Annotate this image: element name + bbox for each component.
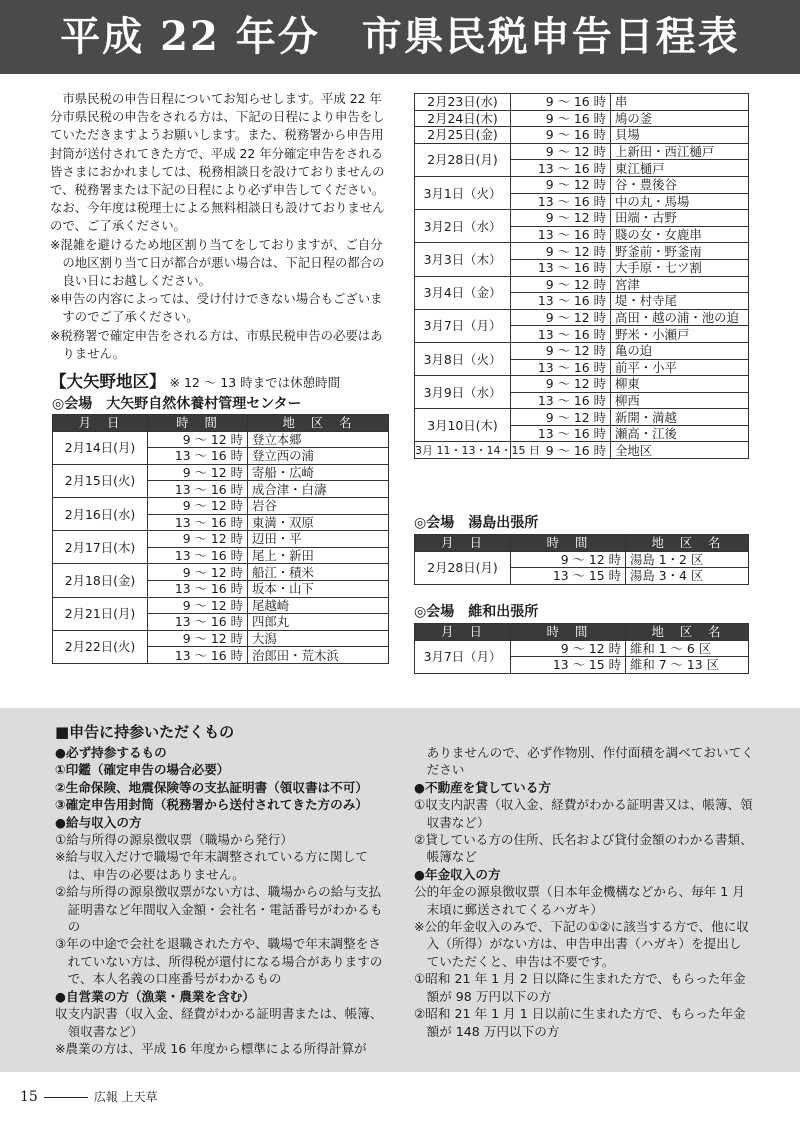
schedule-table-continued bbox=[414, 93, 749, 459]
time-cell: 9 ～ 12 時 bbox=[511, 342, 611, 359]
list-item: ※農業の方は、平成 16 年度から標準による所得計算が bbox=[55, 1040, 367, 1056]
intro-paragraph: 市県民税の申告日程についてお知らせします。平成 22 年分市県民税の申告をされる方は、下記の日程により申告をしていただきますようお願いします。また、税務署から申告用封筒が送付されてきた方で、平成 22 年分確定申告をされる皆さまにおかれましては、税務相談日を設けておりませんので、税務署または下記の日程により必ず申告してください。なお、今年度は税理士による無料相談日も設けておりませんので、ご了承ください。 bbox=[50, 91, 385, 234]
header-area: 地 区 名 bbox=[626, 535, 749, 552]
area-cell: 上新田・西江樋戸 bbox=[611, 143, 749, 160]
time-cell: 9 ～ 12 時 bbox=[148, 531, 248, 548]
page-title: 平成 22 年分 市県民税申告日程表 bbox=[60, 13, 740, 60]
list-item: ②生命保険、地震保険等の支払証明書（領収書は不可） bbox=[55, 779, 368, 795]
time-cell: 13 ～ 16 時 bbox=[148, 647, 248, 664]
list-item: 収支内訳書（収入金、経費がわかる証明書または、帳簿、領収書など） bbox=[55, 1006, 383, 1039]
time-cell: 9 ～ 12 時 bbox=[148, 497, 248, 514]
time-cell: 13 ～ 15 時 bbox=[511, 568, 626, 585]
time-cell: 9 ～ 12 時 bbox=[148, 564, 248, 581]
list-item: ありませんので、必ず作物別、作付面積を調べておいてください bbox=[426, 745, 754, 778]
intro-note: ※混雑を避けるため地区割り当てをしておりますが、ご自分の地区割り当て日が都合が悪い場合は、下記日程の都合の良い日にお越しください。 bbox=[50, 236, 385, 289]
date-cell: 3月7日（月） bbox=[415, 309, 511, 342]
table-row bbox=[53, 564, 389, 581]
section-heading: ■申告に持参いただくもの bbox=[55, 723, 235, 741]
list-item: ①収支内訳書（収入金、経費がわかる証明書又は、帳簿、領収書など） bbox=[414, 797, 753, 830]
area-cell: 尾越崎 bbox=[248, 597, 389, 614]
list-item: ③確定申告用封筒（税務署から送付されてきた方のみ） bbox=[55, 797, 368, 813]
yushima-venue: ◎会場 湯島出張所 bbox=[414, 515, 539, 531]
break-note: ※ 12 ～ 13 時までは休憩時間 bbox=[169, 375, 341, 390]
time-cell: 9 ～ 12 時 bbox=[511, 551, 626, 568]
area-cell: 船江・積米 bbox=[248, 564, 389, 581]
time-cell: 13 ～ 16 時 bbox=[511, 359, 611, 376]
area-cell: 四郎丸 bbox=[248, 614, 389, 631]
date-cell: 3月7日（月） bbox=[415, 640, 511, 673]
area-cell: 湯島 1・2 区 bbox=[626, 551, 749, 568]
list-item: ●不動産を貸している方 bbox=[414, 779, 551, 795]
magazine-name: 広報 上天草 bbox=[93, 1090, 158, 1104]
table-row bbox=[415, 640, 749, 657]
area-cell: 串 bbox=[611, 94, 749, 111]
area-cell: 田端・古野 bbox=[611, 210, 749, 227]
table-row bbox=[415, 442, 749, 459]
list-item: ●必ず持参するもの bbox=[55, 745, 167, 760]
table-row bbox=[415, 94, 749, 111]
header-date: 月 日 bbox=[415, 624, 511, 641]
area-cell: 柳西 bbox=[611, 392, 749, 409]
time-cell: 13 ～ 16 時 bbox=[511, 425, 611, 442]
oyano-schedule-table bbox=[52, 414, 389, 664]
table-row bbox=[53, 431, 389, 448]
table-row bbox=[53, 497, 389, 514]
time-cell: 13 ～ 16 時 bbox=[511, 226, 611, 243]
date-cell: 2月21日(月) bbox=[53, 597, 148, 630]
time-cell: 9 ～ 12 時 bbox=[511, 143, 611, 160]
time-cell: 13 ～ 16 時 bbox=[148, 448, 248, 465]
area-cell: 登立西の浦 bbox=[248, 448, 389, 465]
time-cell: 9 ～ 16 時 bbox=[511, 110, 611, 127]
table-row bbox=[415, 551, 749, 568]
date-cell: 2月28日(月) bbox=[415, 551, 511, 584]
footer-rule bbox=[44, 1097, 88, 1098]
table-row bbox=[415, 176, 749, 193]
time-cell: 13 ～ 16 時 bbox=[511, 392, 611, 409]
list-item: ①給与所得の源泉徴収票（職場から発行） bbox=[55, 832, 293, 848]
area-cell: 尾上・新田 bbox=[248, 547, 389, 564]
time-cell: 9 ～ 12 時 bbox=[148, 630, 248, 647]
table-row bbox=[53, 630, 389, 647]
time-cell: 9 ～ 12 時 bbox=[511, 376, 611, 393]
list-item: ②貸している方の住所、氏名および貸付金額のわかる書類、帳簿など bbox=[414, 832, 753, 865]
bring-list-left bbox=[55, 744, 390, 1057]
date-cell: 2月16日(水) bbox=[53, 497, 148, 530]
time-cell: 9 ～ 12 時 bbox=[511, 176, 611, 193]
table-row bbox=[415, 127, 749, 144]
area-cell: 岩谷 bbox=[248, 497, 389, 514]
time-cell: 13 ～ 16 時 bbox=[148, 547, 248, 564]
documents-to-bring-section bbox=[0, 708, 800, 1072]
date-cell: 3月3日（木） bbox=[415, 243, 511, 276]
list-item: ●給与収入の方 bbox=[55, 814, 142, 830]
area-cell: 維和 1 ～ 6 区 bbox=[626, 640, 749, 657]
header-time: 時 間 bbox=[511, 535, 626, 552]
yushima-schedule-table bbox=[414, 534, 749, 585]
page-number: 15 bbox=[20, 1089, 38, 1105]
area-cell: 野米・小瀬戸 bbox=[611, 326, 749, 343]
table-row bbox=[415, 143, 749, 160]
date-cell: 3月2日（水） bbox=[415, 210, 511, 243]
date-cell: 2月17日(木) bbox=[53, 531, 148, 564]
area-cell: 大手原・七ツ割 bbox=[611, 259, 749, 276]
date-cell: 2月22日(火) bbox=[53, 630, 148, 663]
intro-text bbox=[50, 90, 390, 363]
time-cell: 9 ～ 12 時 bbox=[148, 431, 248, 448]
time-cell: 13 ～ 16 時 bbox=[148, 614, 248, 631]
table-row bbox=[415, 409, 749, 426]
date-cell: 3月9日（水） bbox=[415, 376, 511, 409]
header-time: 時 間 bbox=[148, 415, 248, 432]
time-cell: 13 ～ 16 時 bbox=[148, 580, 248, 597]
list-item: ②給与所得の源泉徴収票がない方は、職場からの給与支払証明書など年間収入金額・会社名・電話番号がわかるもの bbox=[55, 884, 383, 935]
table-row bbox=[53, 531, 389, 548]
time-cell: 9 ～ 12 時 bbox=[511, 243, 611, 260]
list-item: ●自営業の方（漁業・農業を含む） bbox=[55, 988, 255, 1004]
area-cell: 登立本郷 bbox=[248, 431, 389, 448]
time-cell: 9 ～ 12 時 bbox=[511, 640, 626, 657]
area-cell: 成合津・白濤 bbox=[248, 481, 389, 498]
date-cell: 3月1日（火） bbox=[415, 176, 511, 209]
time-cell: 9 ～ 12 時 bbox=[511, 409, 611, 426]
table-row bbox=[415, 276, 749, 293]
time-cell: 13 ～ 16 時 bbox=[511, 259, 611, 276]
table-row bbox=[415, 342, 749, 359]
area-cell: 堤・村寺尾 bbox=[611, 293, 749, 310]
area-cell: 東江樋戸 bbox=[611, 160, 749, 177]
date-cell: 2月24日(木) bbox=[415, 110, 511, 127]
list-item: 公的年金の源泉徴収票（日本年金機構などから、毎年 1 月末頃に郵送されてくるハガキ） bbox=[414, 884, 745, 917]
area-cell: 湯島 3・4 区 bbox=[626, 568, 749, 585]
area-heading: 【大矢野地区】 bbox=[50, 372, 166, 391]
header-area: 地 区 名 bbox=[248, 415, 389, 432]
area-cell: 辺田・平 bbox=[248, 531, 389, 548]
time-cell: 9 ～ 16 時 bbox=[511, 127, 611, 144]
date-cell: 3月4日（金） bbox=[415, 276, 511, 309]
list-item: ※公的年金収入のみで、下記の①②に該当する方で、他に収入（所得）がない方は、申告申出書（ハガキ）を提出していただくと、申告は不要です。 bbox=[414, 919, 749, 969]
area-cell: 賤の女・女鹿串 bbox=[611, 226, 749, 243]
date-cell: 2月14日(月) bbox=[53, 431, 148, 464]
time-cell: 13 ～ 15 時 bbox=[511, 657, 626, 674]
page-footer bbox=[20, 1088, 158, 1105]
list-item: ※給与収入だけで職場で年末調整されている方に関しては、申告の必要はありません。 bbox=[55, 849, 368, 882]
list-item: ●年金収入の方 bbox=[414, 866, 501, 882]
time-cell: 13 ～ 16 時 bbox=[148, 514, 248, 531]
header-time: 時 間 bbox=[511, 624, 626, 641]
area-cell: 貝場 bbox=[611, 127, 749, 144]
list-item: ②昭和 21 年 1 月 1 日以前に生まれた方で、もらった年金額が 148 万円以下の方 bbox=[414, 1006, 746, 1039]
header-area: 地 区 名 bbox=[626, 624, 749, 641]
oyano-area-title bbox=[50, 368, 340, 392]
date-cell: 2月23日(水) bbox=[415, 94, 511, 111]
area-cell: 瀬高・江後 bbox=[611, 425, 749, 442]
time-cell: 13 ～ 16 時 bbox=[511, 160, 611, 177]
area-cell: 柳東 bbox=[611, 376, 749, 393]
table-row bbox=[53, 464, 389, 481]
area-cell: 谷・豊後谷 bbox=[611, 176, 749, 193]
time-cell: 9 ～ 12 時 bbox=[511, 276, 611, 293]
date-cell: 3月8日（火） bbox=[415, 342, 511, 375]
list-item: ①昭和 21 年 1 月 2 日以降に生まれた方で、もらった年金額が 98 万円以下の方 bbox=[414, 971, 746, 1004]
time-cell: 9 ～ 12 時 bbox=[511, 210, 611, 227]
area-cell: 治郎田・荒木浜 bbox=[248, 647, 389, 664]
list-item: ①印鑑（確定申告の場合必要） bbox=[55, 762, 230, 778]
area-cell: 鳩の釜 bbox=[611, 110, 749, 127]
date-cell: 2月25日(金) bbox=[415, 127, 511, 144]
area-cell: 野釜前・野釜南 bbox=[611, 243, 749, 260]
area-cell: 全地区 bbox=[611, 442, 749, 459]
intro-note: ※税務署で確定申告をされる方は、市県民税申告の必要はありません。 bbox=[50, 327, 383, 361]
header-date: 月 日 bbox=[415, 535, 511, 552]
iwa-schedule-table bbox=[414, 623, 749, 674]
table-row bbox=[415, 376, 749, 393]
area-cell: 中の丸・馬場 bbox=[611, 193, 749, 210]
date-cell: 2月18日(金) bbox=[53, 564, 148, 597]
table-row bbox=[415, 210, 749, 227]
table-row bbox=[415, 110, 749, 127]
time-cell: 13 ～ 16 時 bbox=[511, 326, 611, 343]
time-cell: 9 ～ 16 時 bbox=[511, 94, 611, 111]
area-cell: 寄船・広崎 bbox=[248, 464, 389, 481]
area-cell: 東満・双原 bbox=[248, 514, 389, 531]
area-cell: 維和 7 ～ 13 区 bbox=[626, 657, 749, 674]
date-cell: 3月 11・13・14・15 日 bbox=[415, 443, 540, 457]
oyano-venue: ◎会場 大矢野自然休養村管理センター bbox=[52, 396, 302, 412]
time-cell: 9 ～ 12 時 bbox=[511, 309, 611, 326]
list-item: ③年の中途で会社を退職された方や、職場で年末調整をされていない方は、所得税が還付になる場合がありますので、本人名義の口座番号がわかるもの bbox=[55, 936, 383, 987]
table-row bbox=[415, 309, 749, 326]
table-row bbox=[53, 597, 389, 614]
area-cell: 大潟 bbox=[248, 630, 389, 647]
header-date: 月 日 bbox=[53, 415, 148, 432]
area-cell: 新開・満越 bbox=[611, 409, 749, 426]
bring-list-right bbox=[414, 744, 754, 1040]
table-row bbox=[415, 243, 749, 260]
time-cell: 13 ～ 16 時 bbox=[511, 193, 611, 210]
time-cell: 13 ～ 16 時 bbox=[148, 481, 248, 498]
date-cell: 3月10日(木) bbox=[415, 409, 511, 442]
date-cell: 2月15日(火) bbox=[53, 464, 148, 497]
title-banner bbox=[0, 0, 800, 74]
area-cell: 坂本・山下 bbox=[248, 580, 389, 597]
area-cell: 前平・小平 bbox=[611, 359, 749, 376]
intro-note: ※申告の内容によっては、受け付けできない場合もございますのでご了承ください。 bbox=[50, 291, 383, 325]
time-cell: 9 ～ 16 時 bbox=[511, 442, 611, 459]
time-cell: 9 ～ 12 時 bbox=[148, 464, 248, 481]
area-cell: 亀の迫 bbox=[611, 342, 749, 359]
time-cell: 9 ～ 12 時 bbox=[148, 597, 248, 614]
area-cell: 高田・越の浦・池の迫 bbox=[611, 309, 749, 326]
time-cell: 13 ～ 16 時 bbox=[511, 293, 611, 310]
iwa-venue: ◎会場 維和出張所 bbox=[414, 604, 539, 620]
area-cell: 宮津 bbox=[611, 276, 749, 293]
date-cell: 2月28日(月) bbox=[415, 143, 511, 176]
